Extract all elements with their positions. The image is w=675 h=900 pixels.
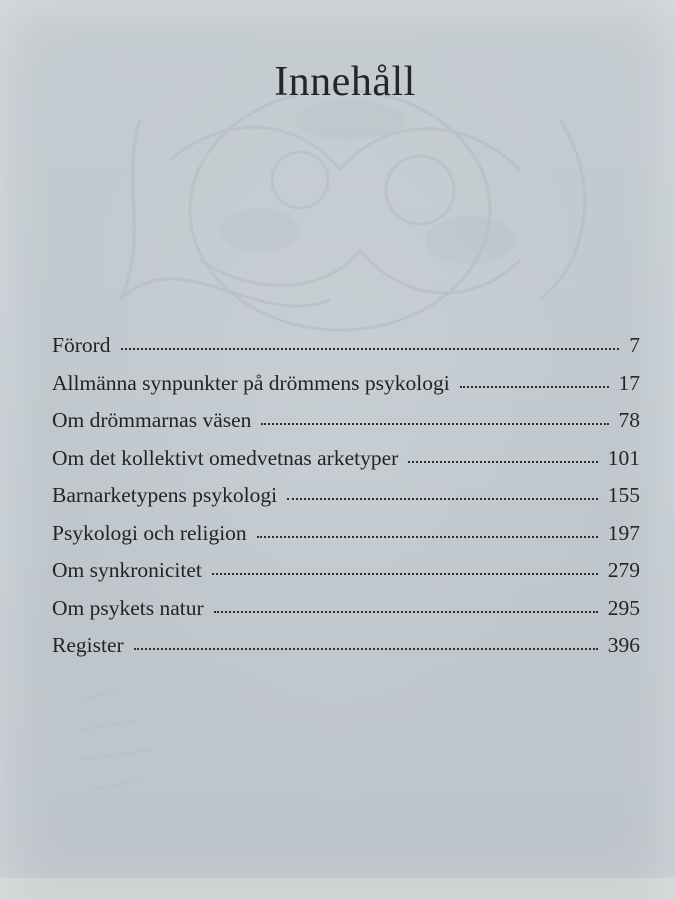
- toc-entry-label: Allmänna synpunkter på drömmens psykologi: [52, 370, 450, 395]
- toc-entry-page: 17: [618, 370, 640, 395]
- dot-leader: [408, 460, 597, 463]
- toc-entry-om-synkronicitet: [52, 558, 640, 596]
- toc-entry-om-drommarnas-vasen: [52, 408, 640, 446]
- toc-entry-label: Psykologi och religion: [52, 520, 247, 545]
- page-bottom-edge: [0, 878, 675, 900]
- toc-entry-kollektivt-omedvetnas-arketyper: [52, 446, 640, 484]
- toc-entry-label: Om drömmarnas väsen: [52, 408, 252, 432]
- toc-entry-allmanna-synpunkter: [52, 371, 640, 409]
- toc-entry-page: 101: [607, 445, 640, 470]
- toc-entry-forord: [52, 333, 640, 371]
- toc-entry-page: 295: [607, 595, 640, 620]
- dot-leader: [460, 385, 609, 388]
- toc-entry-page: 197: [607, 520, 640, 545]
- toc-entry-page: 279: [607, 558, 640, 582]
- dot-leader: [121, 347, 620, 350]
- toc-entry-om-psykets-natur: [52, 596, 640, 634]
- page-title: Innehåll: [274, 59, 416, 105]
- toc-entry-barnarketypens-psykologi: [52, 483, 640, 521]
- table-of-contents: [52, 333, 640, 671]
- toc-entry-page: 155: [607, 483, 640, 507]
- dot-leader: [261, 422, 608, 425]
- toc-entry-label: Förord: [52, 333, 111, 357]
- toc-entry-page: 78: [618, 408, 640, 432]
- toc-entry-label: Barnarketypens psykologi: [52, 483, 278, 507]
- dot-leader: [212, 572, 598, 575]
- dot-leader: [257, 535, 598, 538]
- dot-leader: [134, 647, 598, 650]
- toc-entry-label: Om det kollektivt omedvetnas arketyper: [52, 445, 399, 470]
- toc-entry-page: 7: [629, 333, 640, 357]
- dot-leader: [287, 497, 598, 500]
- toc-entry-page: 396: [607, 633, 640, 657]
- dot-leader: [214, 610, 598, 613]
- toc-entry-label: Om psykets natur: [52, 595, 204, 620]
- toc-entry-label: Om synkronicitet: [52, 558, 202, 582]
- toc-entry-psykologi-och-religion: [52, 521, 640, 559]
- toc-entry-label: Register: [52, 633, 124, 657]
- toc-entry-register: [52, 633, 640, 671]
